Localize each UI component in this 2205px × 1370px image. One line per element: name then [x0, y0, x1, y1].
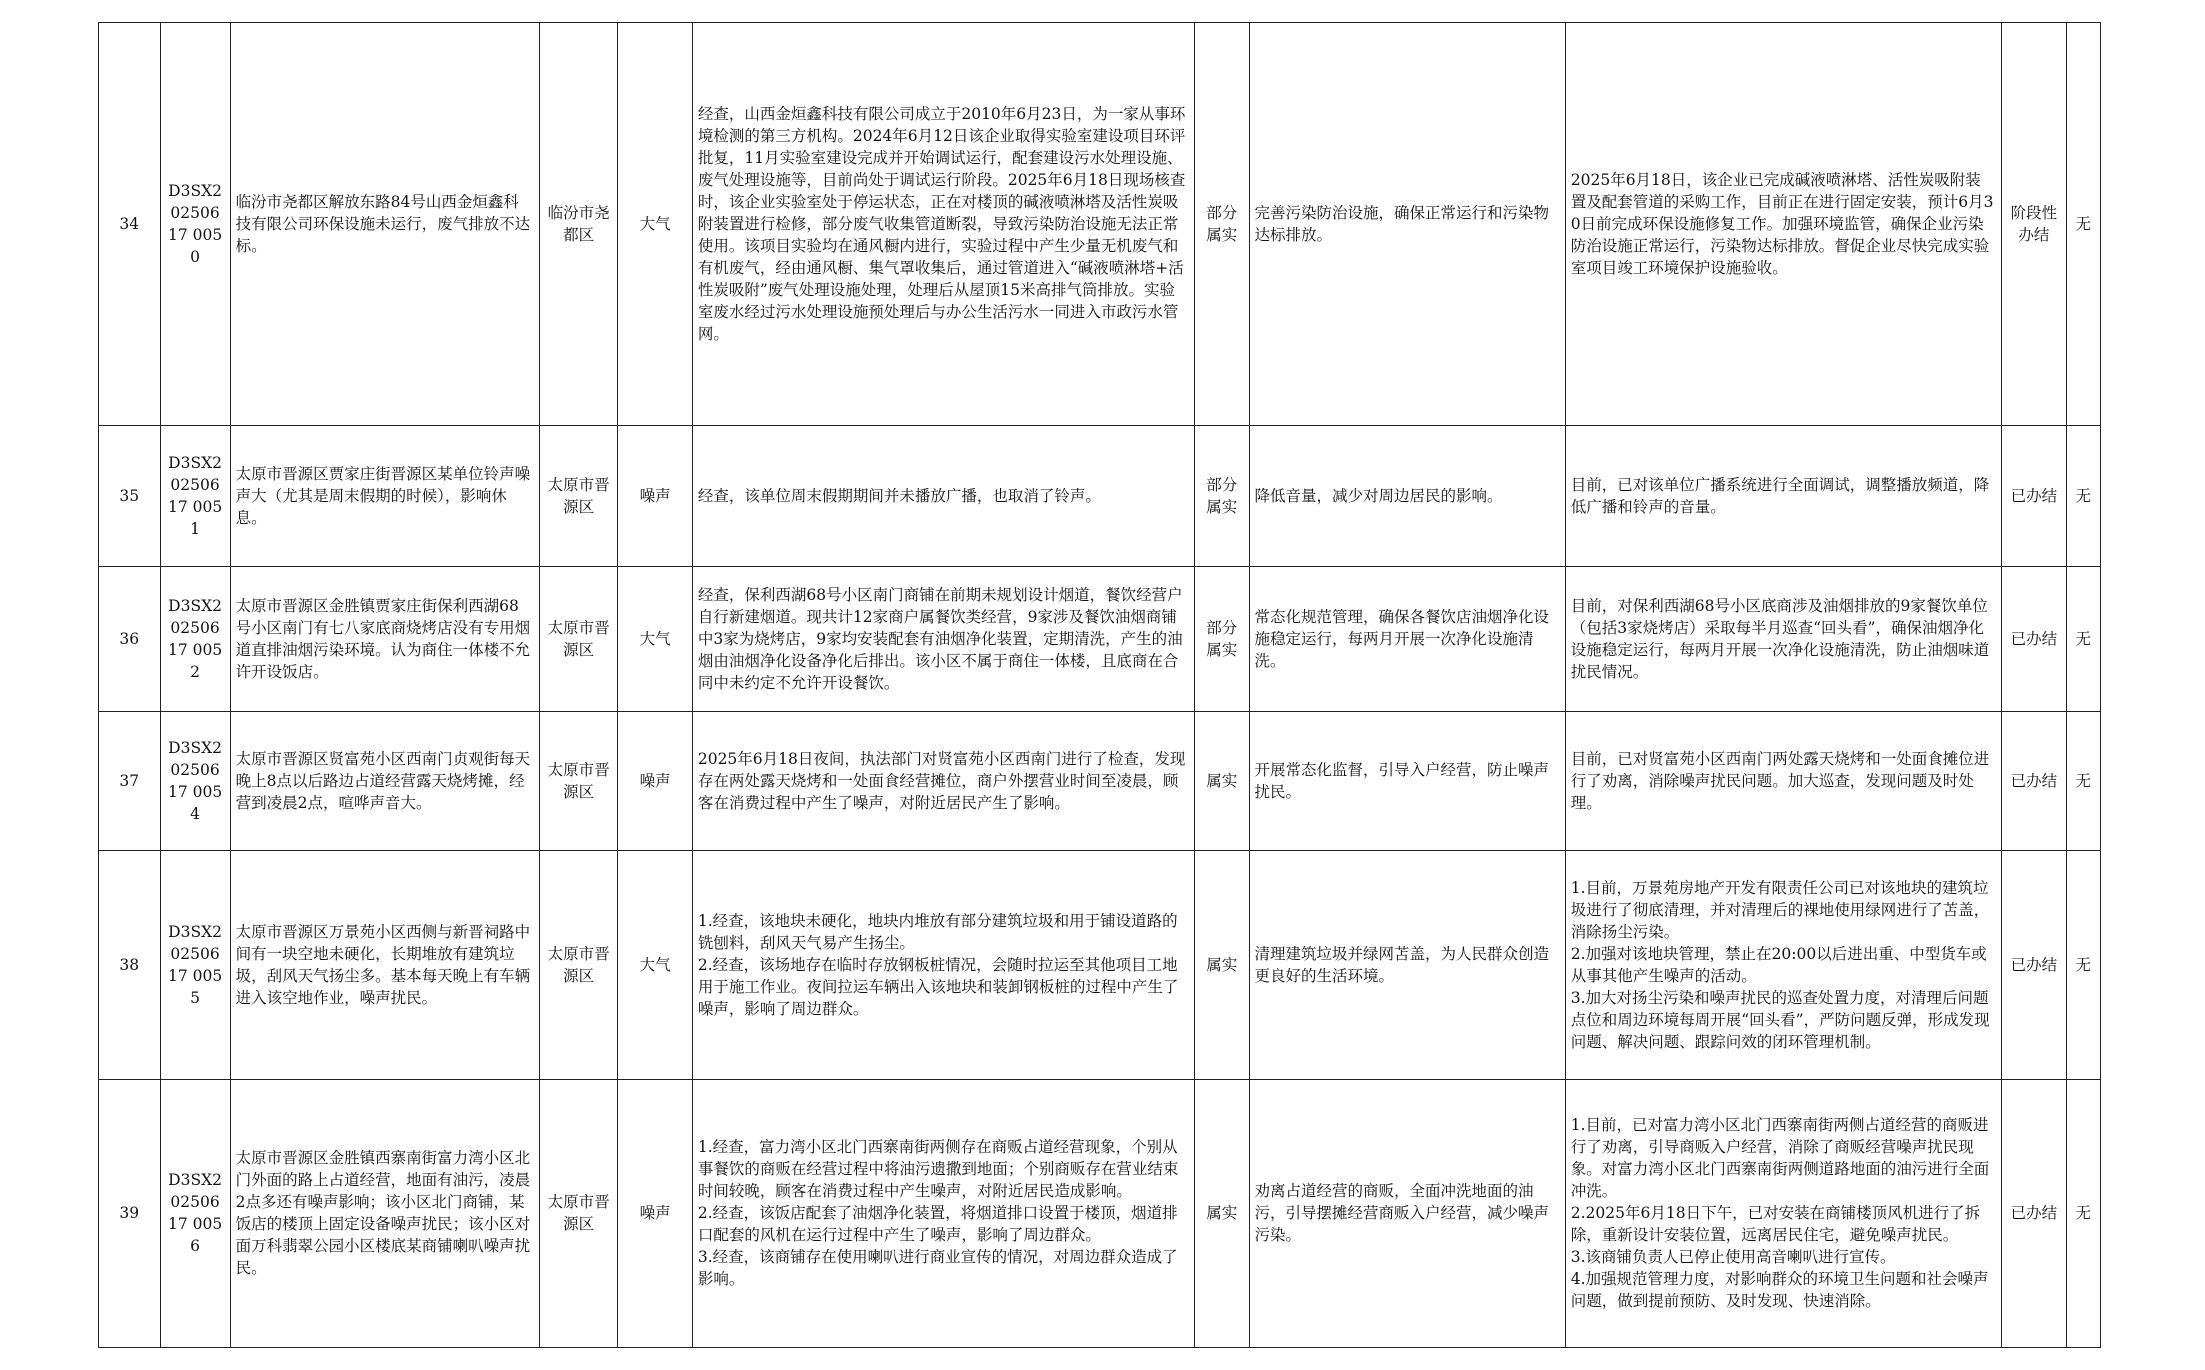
row-number: 34 [99, 23, 161, 426]
accountability: 无 [2066, 851, 2100, 1080]
investigation-findings: 经查，山西金烜鑫科技有限公司成立于2010年6月23日，为一家从事环境检测的第三方机构。2024年6月12日该企业取得实验室建设项目环评批复，11月实验室建设完成并开始调试运行，配套建设污水处理设施、废气处理设施等，目前尚处于调试运行阶段。2025年6月18日现场核查时，该企业实验室处于停运状态，正在对楼顶的碱液喷淋塔及活性炭吸附装置进行检修，部分废气收集管道断裂，导致污染防治设施无法正常使用。该项目实验均在通风橱内进行，实验过程中产生少量无机废气和有机废气，经由通风橱、集气罩收集后，通过管道进入“碱液喷淋塔+活性炭吸附”废气处理设施处理，处理后从屋顶15米高排气筒排放。实验室废水经过污水处理设施预处理后与办公生活污水一同进入市政污水管网。 [692, 23, 1194, 426]
verdict: 属实 [1195, 851, 1249, 1080]
complaint-text: 太原市晋源区贤富苑小区西南门贞观街每天晚上8点以后路边占道经营露天烧烤摊，经营到凌晨2点，喧哗声音大。 [230, 712, 539, 851]
complaint-text: 太原市晋源区万景苑小区西侧与新晋祠路中间有一块空地未硬化，长期堆放有建筑垃圾，刮风天气扬尘多。基本每天晚上有车辆进入该空地作业，噪声扰民。 [230, 851, 539, 1080]
rectification-requirement: 清理建筑垃圾并绿网苫盖，为人民群众创造更良好的生活环境。 [1249, 851, 1565, 1080]
rectification-progress: 目前，对保利西湖68号小区底商涉及油烟排放的9家餐饮单位（包括3家烧烤店）采取每半月巡查“回头看”，确保油烟净化设施稳定运行，每两月开展一次净化设施清洗，防止油烟味道扰民情况。 [1565, 566, 2001, 711]
table-row [99, 426, 2101, 566]
pollution-type: 噪声 [618, 712, 692, 851]
investigation-findings: 1.经查，富力湾小区北门西寨南街两侧存在商贩占道经营现象，个别从事餐饮的商贩在经营过程中将油污遗撒到地面；个别商贩存在营业结束时间较晚，顾客在消费过程中产生噪声，对附近居民造成影响。 2.经查，该饭店配套了油烟净化装置，将烟道排口设置于楼顶，烟道排口配套的风机在运行过程中产生了噪声，影响了周边群众。 3.经查，该商铺存在使用喇叭进行商业宣传的情况，对周边群众造成了影响。 [692, 1079, 1194, 1347]
pollution-type: 噪声 [618, 1079, 692, 1347]
handling-status: 已办结 [2002, 712, 2066, 851]
verdict: 部分属实 [1195, 23, 1249, 426]
case-code: D3SX20250617 0052 [160, 566, 230, 711]
rectification-progress: 目前，已对贤富苑小区西南门两处露天烧烤和一处面食摊位进行了劝离，消除噪声扰民问题。加大巡查，发现问题及时处理。 [1565, 712, 2001, 851]
investigation-findings: 经查，该单位周末假期期间并未播放广播，也取消了铃声。 [692, 426, 1194, 566]
accountability: 无 [2066, 23, 2100, 426]
investigation-findings: 经查，保利西湖68号小区南门商铺在前期未规划设计烟道，餐饮经营户自行新建烟道。现共计12家商户属餐饮类经营，9家涉及餐饮油烟商铺中3家为烧烤店，9家均安装配套有油烟净化装置，定期清洗，产生的油烟由油烟净化设备净化后排出。该小区不属于商住一体楼，且底商在合同中未约定不允许开设餐饮。 [692, 566, 1194, 711]
pollution-type: 噪声 [618, 426, 692, 566]
district: 太原市晋源区 [539, 712, 618, 851]
complaint-text: 太原市晋源区金胜镇贾家庄街保利西湖68号小区南门有七八家底商烧烤店没有专用烟道直排油烟污染环境。认为商住一体楼不允许开设饭店。 [230, 566, 539, 711]
investigation-findings: 2025年6月18日夜间，执法部门对贤富苑小区西南门进行了检查，发现存在两处露天烧烤和一处面食经营摊位，商户外摆营业时间至凌晨，顾客在消费过程中产生了噪声，对附近居民产生了影响。 [692, 712, 1194, 851]
verdict: 部分属实 [1195, 426, 1249, 566]
handling-status: 已办结 [2002, 1079, 2066, 1347]
district: 临汾市尧都区 [539, 23, 618, 426]
case-code: D3SX20250617 0055 [160, 851, 230, 1080]
complaint-text: 太原市晋源区金胜镇西寨南街富力湾小区北门外面的路上占道经营，地面有油污，凌晨2点多还有噪声影响；该小区北门商铺，某饭店的楼顶上固定设备噪声扰民；该小区对面万科翡翠公园小区楼底某商铺喇叭噪声扰民。 [230, 1079, 539, 1347]
accountability: 无 [2066, 712, 2100, 851]
table-row [99, 23, 2101, 426]
verdict: 部分属实 [1195, 566, 1249, 711]
district: 太原市晋源区 [539, 1079, 618, 1347]
complaint-table [98, 22, 2101, 1348]
verdict: 属实 [1195, 712, 1249, 851]
rectification-requirement: 开展常态化监督，引导入户经营，防止噪声扰民。 [1249, 712, 1565, 851]
pollution-type: 大气 [618, 851, 692, 1080]
handling-status: 已办结 [2002, 566, 2066, 711]
row-number: 37 [99, 712, 161, 851]
rectification-progress: 2025年6月18日，该企业已完成碱液喷淋塔、活性炭吸附装置及配套管道的采购工作，目前正在进行固定安装，预计6月30日前完成环保设施修复工作。加强环境监管，确保企业污染防治设施正常运行，污染物达标排放。督促企业尽快完成实验室项目竣工环境保护设施验收。 [1565, 23, 2001, 426]
case-code: D3SX20250617 0056 [160, 1079, 230, 1347]
complaint-text: 太原市晋源区贾家庄街晋源区某单位铃声噪声大（尤其是周末假期的时候），影响休息。 [230, 426, 539, 566]
rectification-requirement: 劝离占道经营的商贩，全面冲洗地面的油污，引导摆摊经营商贩入户经营，减少噪声污染。 [1249, 1079, 1565, 1347]
case-code: D3SX20250617 0051 [160, 426, 230, 566]
row-number: 36 [99, 566, 161, 711]
handling-status: 已办结 [2002, 426, 2066, 566]
row-number: 39 [99, 1079, 161, 1347]
rectification-requirement: 常态化规范管理，确保各餐饮店油烟净化设施稳定运行，每两月开展一次净化设施清洗。 [1249, 566, 1565, 711]
case-code: D3SX20250617 0054 [160, 712, 230, 851]
pollution-type: 大气 [618, 23, 692, 426]
district: 太原市晋源区 [539, 566, 618, 711]
complaint-text: 临汾市尧都区解放东路84号山西金烜鑫科技有限公司环保设施未运行，废气排放不达标。 [230, 23, 539, 426]
table-row [99, 712, 2101, 851]
rectification-progress: 1.目前，万景苑房地产开发有限责任公司已对该地块的建筑垃圾进行了彻底清理，并对清理后的裸地使用绿网进行了苫盖，消除扬尘污染。 2.加强对该地块管理，禁止在20:00以后进出重、中型货车或从事其他产生噪声的活动。 3.加大对扬尘污染和噪声扰民的巡查处置力度，对清理后问题点位和周边环境每周开展“回头看”，严防问题反弹，形成发现问题、解决问题、跟踪问效的闭环管理机制。 [1565, 851, 2001, 1080]
district: 太原市晋源区 [539, 851, 618, 1080]
row-number: 38 [99, 851, 161, 1080]
rectification-progress: 1.目前，已对富力湾小区北门西寨南街两侧占道经营的商贩进行了劝离，引导商贩入户经营，消除了商贩经营噪声扰民现象。对富力湾小区北门西寨南街两侧道路地面的油污进行全面冲洗。 2.2025年6月18日下午，已对安装在商铺楼顶风机进行了拆除，重新设计安装位置，远离居民住宅，避免噪声扰民。 3.该商铺负责人已停止使用高音喇叭进行宣传。 4.加强规范管理力度，对影响群众的环境卫生问题和社会噪声问题，做到提前预防、及时发现、快速消除。 [1565, 1079, 2001, 1347]
accountability: 无 [2066, 426, 2100, 566]
rectification-requirement: 完善污染防治设施，确保正常运行和污染物达标排放。 [1249, 23, 1565, 426]
pollution-type: 大气 [618, 566, 692, 711]
accountability: 无 [2066, 566, 2100, 711]
rectification-progress: 目前，已对该单位广播系统进行全面调试，调整播放频道，降低广播和铃声的音量。 [1565, 426, 2001, 566]
case-code: D3SX20250617 0050 [160, 23, 230, 426]
table-row [99, 1079, 2101, 1347]
district: 太原市晋源区 [539, 426, 618, 566]
investigation-findings: 1.经查，该地块未硬化，地块内堆放有部分建筑垃圾和用于铺设道路的铣刨料，刮风天气易产生扬尘。 2.经查，该场地存在临时存放钢板桩情况，会随时拉运至其他项目工地用于施工作业。夜间拉运车辆出入该地块和装卸钢板桩的过程中产生了噪声，影响了周边群众。 [692, 851, 1194, 1080]
verdict: 属实 [1195, 1079, 1249, 1347]
rectification-requirement: 降低音量，减少对周边居民的影响。 [1249, 426, 1565, 566]
row-number: 35 [99, 426, 161, 566]
table-row [99, 851, 2101, 1080]
table-body [99, 23, 2101, 1348]
table-row [99, 566, 2101, 711]
handling-status: 已办结 [2002, 851, 2066, 1080]
accountability: 无 [2066, 1079, 2100, 1347]
handling-status: 阶段性办结 [2002, 23, 2066, 426]
